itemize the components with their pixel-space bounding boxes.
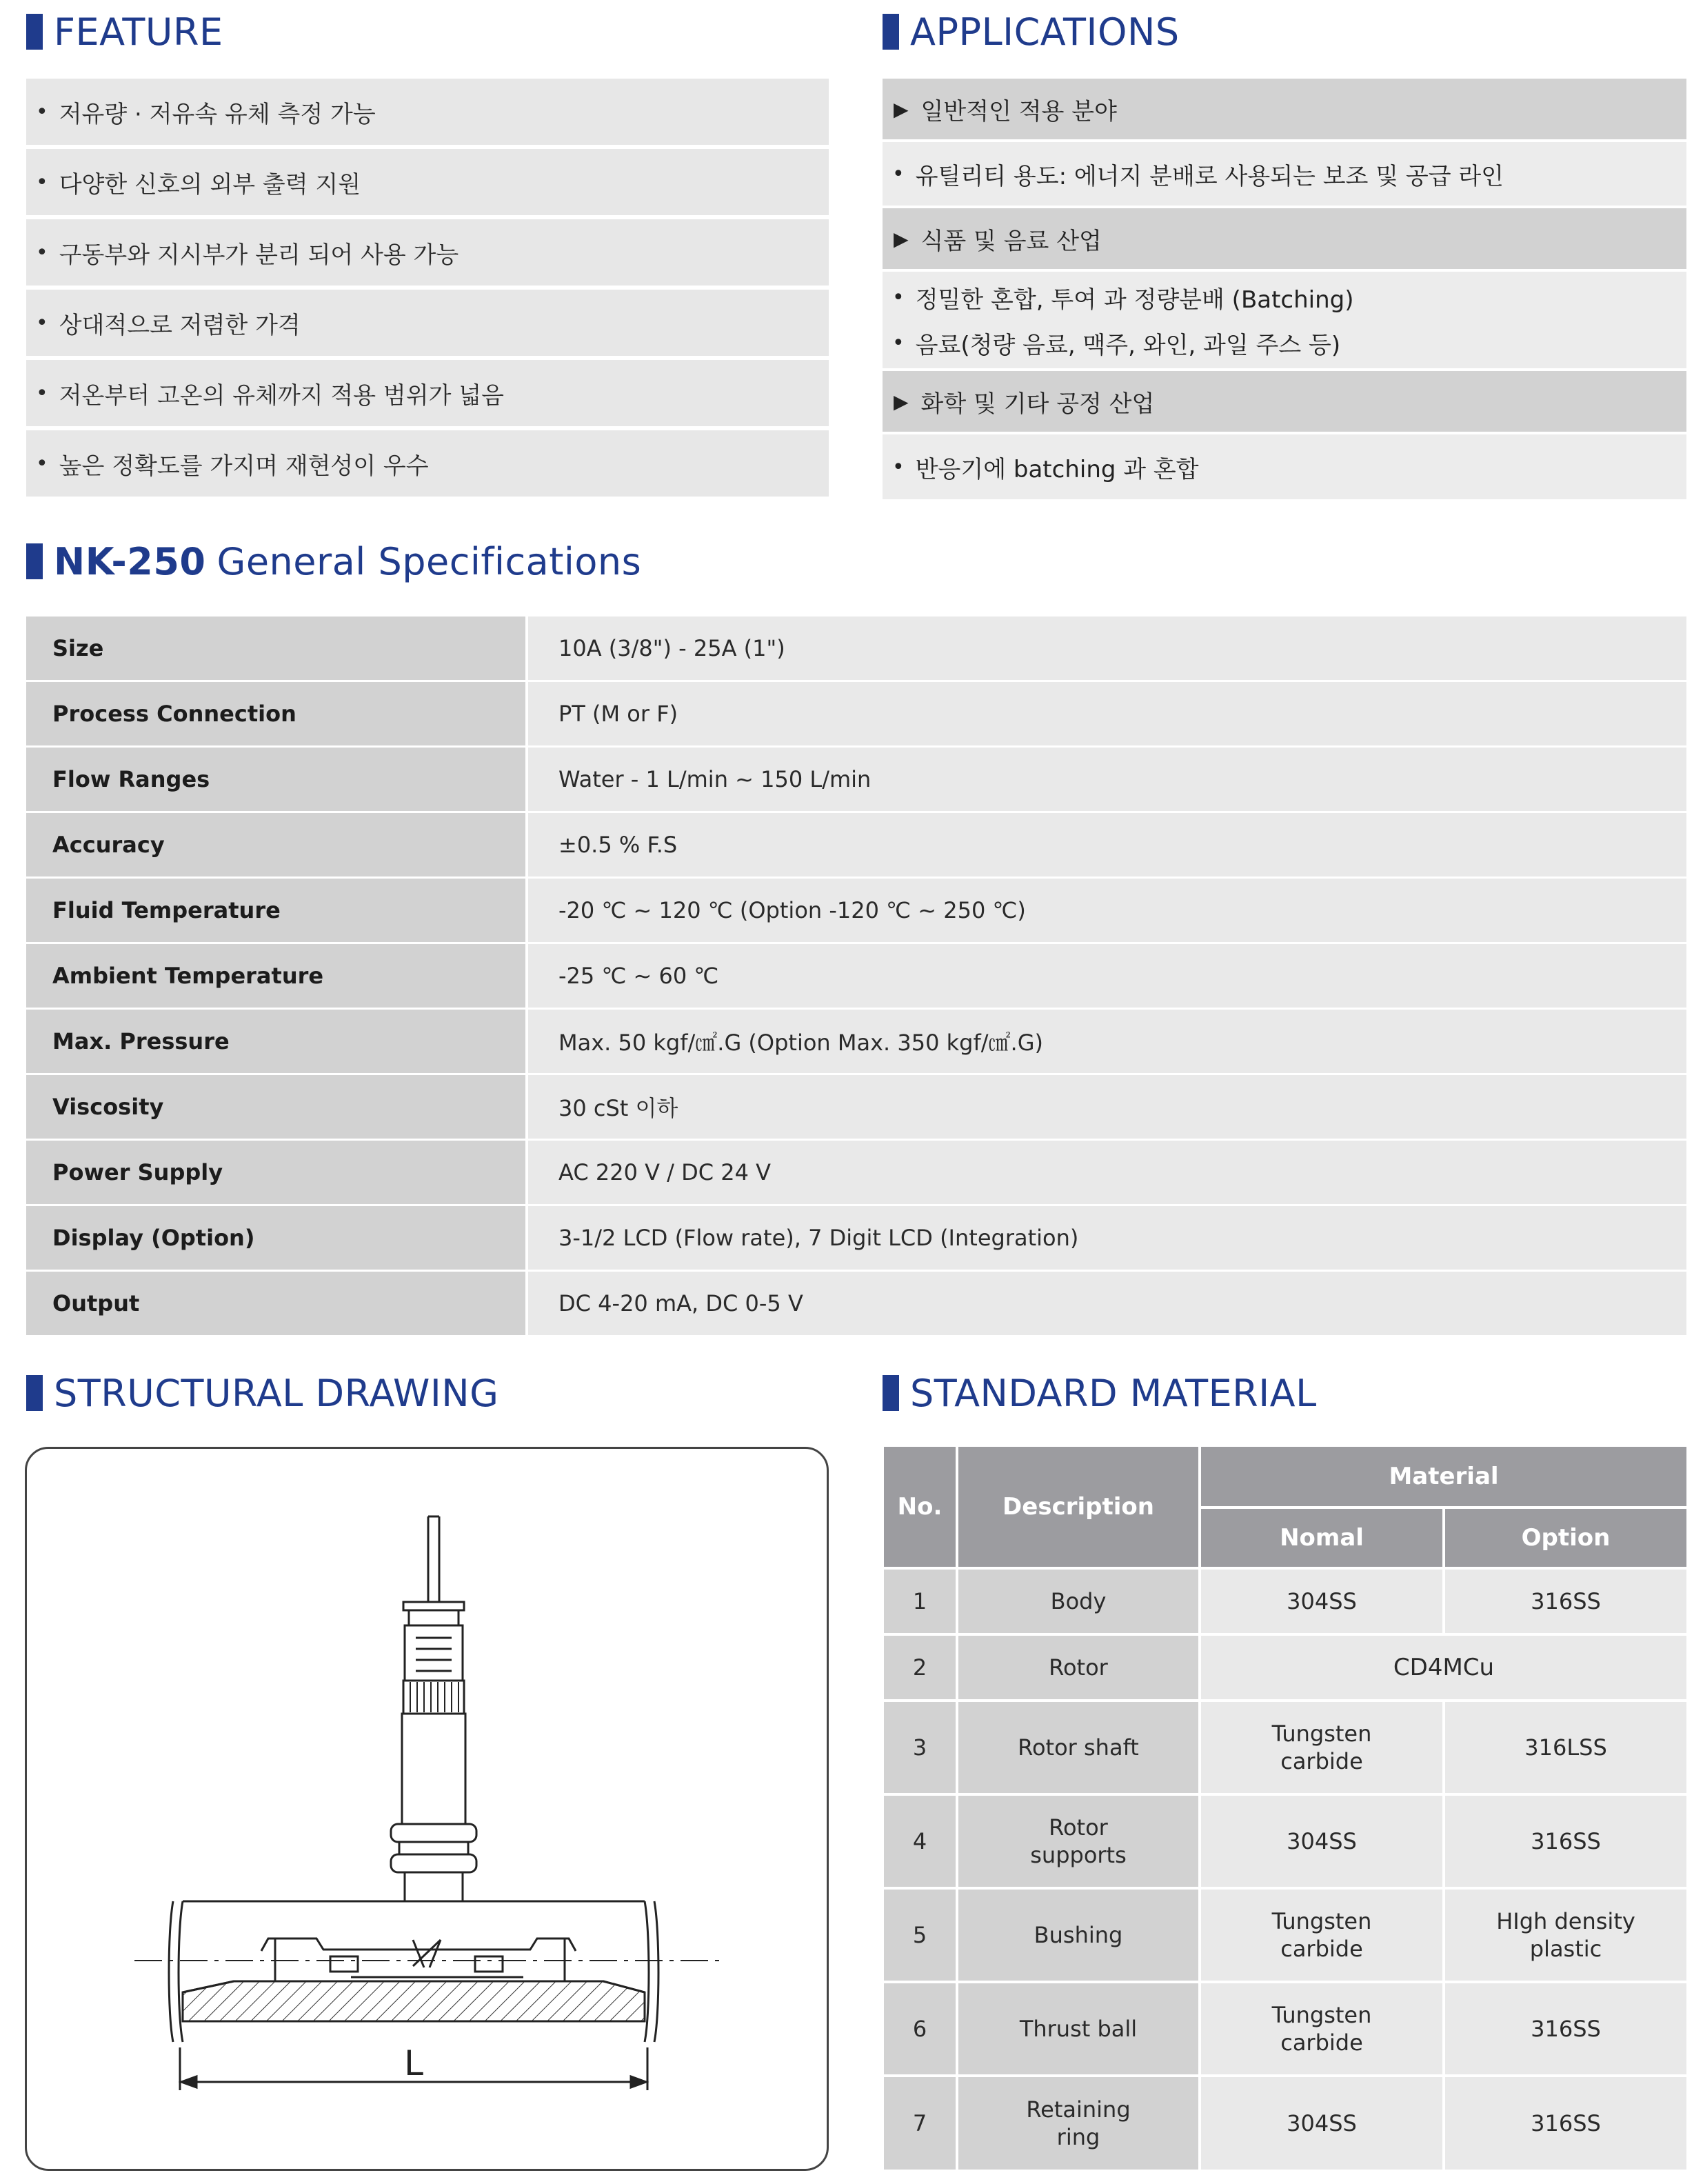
application-group-heading: ▶ 화학 및 기타 공정 산업: [883, 371, 1686, 432]
application-group-items: • 정밀한 혼합, 투여 과 정량분배 (Batching) • 음료(청량 음료, 맥주, 와인, 과일 주스 등): [883, 272, 1686, 368]
applications-title: APPLICATIONS: [883, 10, 1180, 54]
spec-label: Ambient Temperature: [26, 944, 525, 1008]
spec-label: Output: [26, 1272, 525, 1335]
title-bar-icon: [26, 543, 43, 579]
triangle-right-icon: ▶: [894, 390, 909, 413]
title-bar-icon: [26, 1375, 43, 1411]
material-header-no: No.: [884, 1447, 956, 1567]
material-normal: 304SS: [1201, 1796, 1442, 1887]
spec-value: Max. 50 kgf/㎠.G (Option Max. 350 kgf/㎠.G): [528, 1010, 1686, 1073]
spec-value: DC 4-20 mA, DC 0-5 V: [528, 1272, 1686, 1335]
spec-value: 3-1/2 LCD (Flow rate), 7 Digit LCD (Integration): [528, 1206, 1686, 1270]
spec-label: Viscosity: [26, 1075, 525, 1139]
material-no: 4: [884, 1796, 956, 1887]
material-option: 316SS: [1445, 1796, 1686, 1887]
spec-value: ±0.5 % F.S: [528, 813, 1686, 876]
spec-row: [26, 748, 1686, 811]
spec-label: Display (Option): [26, 1206, 525, 1270]
spec-value: PT (M or F): [528, 682, 1686, 745]
material-option: 316SS: [1445, 1983, 1686, 2074]
material-description: Rotor shaft: [958, 1702, 1198, 1793]
material-header-option: Option: [1445, 1509, 1686, 1567]
spec-row: [26, 1141, 1686, 1204]
feature-item: • 높은 정확도를 가지며 재현성이 우수: [26, 430, 829, 497]
material-no: 1: [884, 1570, 956, 1633]
material-no: 3: [884, 1702, 956, 1793]
feature-item: • 다양한 신호의 외부 출력 지원: [26, 149, 829, 215]
material-normal: Tungsten carbide: [1201, 1702, 1442, 1793]
spec-value: Water - 1 L/min ~ 150 L/min: [528, 748, 1686, 811]
spec-value: AC 220 V / DC 24 V: [528, 1141, 1686, 1204]
spec-row: [26, 1010, 1686, 1073]
spec-value: 30 cSt 이하: [528, 1075, 1686, 1139]
material-header-normal: Nomal: [1201, 1509, 1442, 1567]
material-description: Retaining ring: [958, 2077, 1198, 2170]
application-group-heading: ▶ 일반적인 적용 분야: [883, 79, 1686, 139]
spec-row: [26, 1272, 1686, 1335]
spec-value: -25 ℃ ~ 60 ℃: [528, 944, 1686, 1008]
material-normal: 304SS: [1201, 2077, 1442, 2170]
material-description: Bushing: [958, 1890, 1198, 1981]
dimension-label: L: [404, 2043, 423, 2083]
material-option: 316LSS: [1445, 1702, 1686, 1793]
feature-item: • 저유량 · 저유속 유체 측정 가능: [26, 79, 829, 145]
title-bar-icon: [26, 14, 43, 50]
flowmeter-drawing: [27, 1449, 827, 2169]
material-no: 2: [884, 1636, 956, 1699]
triangle-right-icon: ▶: [894, 227, 909, 250]
spec-row: [26, 944, 1686, 1008]
material-no: 6: [884, 1983, 956, 2074]
feature-item: • 상대적으로 저렴한 가격: [26, 290, 829, 356]
spec-label: Flow Ranges: [26, 748, 525, 811]
spec-row: [26, 1075, 1686, 1139]
feature-item: • 저온부터 고온의 유체까지 적용 범위가 넓음: [26, 360, 829, 426]
spec-label: Power Supply: [26, 1141, 525, 1204]
material-no: 5: [884, 1890, 956, 1981]
material-description: Rotor supports: [958, 1796, 1198, 1887]
material-option: 316SS: [1445, 2077, 1686, 2170]
spec-label: Process Connection: [26, 682, 525, 745]
spec-label: Max. Pressure: [26, 1010, 525, 1073]
structural-drawing-frame: [25, 1447, 829, 2171]
material-normal: 304SS: [1201, 1570, 1442, 1633]
material-description: Rotor: [958, 1636, 1198, 1699]
material-normal: Tungsten carbide: [1201, 1983, 1442, 2074]
material-header-material: Material: [1201, 1447, 1686, 1506]
material-merged: CD4MCu: [1201, 1636, 1686, 1699]
application-group-items: • 반응기에 batching 과 혼합: [883, 434, 1686, 499]
material-description: Body: [958, 1570, 1198, 1633]
material-option: 316SS: [1445, 1570, 1686, 1633]
application-group-items: • 유틸리티 용도: 에너지 분배로 사용되는 보조 및 공급 라인: [883, 142, 1686, 206]
spec-row: [26, 617, 1686, 680]
material-normal: Tungsten carbide: [1201, 1890, 1442, 1981]
spec-label: Accuracy: [26, 813, 525, 876]
spec-value: -20 ℃ ~ 120 ℃ (Option -120 ℃ ~ 250 ℃): [528, 879, 1686, 942]
spec-value: 10A (3/8") - 25A (1"): [528, 617, 1686, 680]
spec-row: [26, 879, 1686, 942]
application-group-heading: ▶ 식품 및 음료 산업: [883, 208, 1686, 269]
spec-label: Size: [26, 617, 525, 680]
feature-item: • 구동부와 지시부가 분리 되어 사용 가능: [26, 219, 829, 285]
spec-row: [26, 813, 1686, 876]
spec-row: [26, 1206, 1686, 1270]
spec-label: Fluid Temperature: [26, 879, 525, 942]
triangle-right-icon: ▶: [894, 97, 909, 121]
structural-drawing-title: STRUCTURAL DRAWING: [26, 1371, 499, 1415]
standard-material-title: STANDARD MATERIAL: [883, 1371, 1317, 1415]
material-option: HIgh density plastic: [1445, 1890, 1686, 1981]
material-header-description: Description: [958, 1447, 1198, 1567]
specifications-title: NK-250 General Specifications: [26, 539, 641, 583]
title-bar-icon: [883, 1375, 899, 1411]
spec-row: [26, 682, 1686, 745]
material-no: 7: [884, 2077, 956, 2170]
feature-title: FEATURE: [26, 10, 223, 54]
material-description: Thrust ball: [958, 1983, 1198, 2074]
title-bar-icon: [883, 14, 899, 50]
